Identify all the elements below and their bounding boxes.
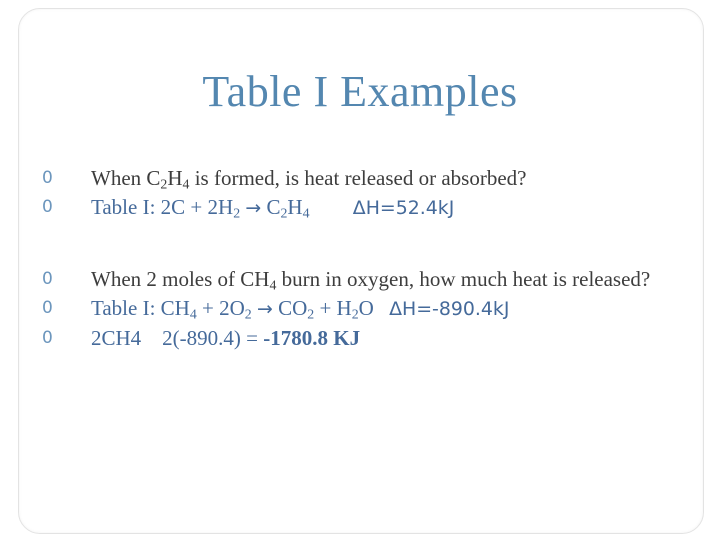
subscript: 4 [182, 176, 190, 192]
result-value: -1780.8 KJ [263, 326, 361, 350]
text: H [287, 195, 303, 219]
enthalpy-value: ΔH=52.4kJ [352, 197, 455, 219]
text: + 2O [196, 296, 245, 320]
subscript: 4 [269, 277, 277, 293]
bullet-question-methane [42, 265, 682, 294]
text: Table I: CH [91, 296, 190, 320]
text: + H [314, 296, 352, 320]
bullet-marker: 0 [42, 168, 53, 188]
bullet-answer-methane [42, 294, 682, 324]
bullet-question-ethene [42, 164, 682, 193]
text: burn in oxygen, how much heat is released? [276, 267, 651, 291]
bullet-marker: 0 [42, 197, 53, 217]
text: When 2 moles of CH [91, 267, 270, 291]
enthalpy-value: ΔH=-890.4kJ [389, 298, 510, 320]
subscript: 2 [280, 205, 288, 221]
text: is formed, is heat released or absorbed? [189, 166, 527, 190]
bullet-marker: 0 [42, 328, 53, 348]
text: 2CH4 2(-890.4) = [91, 326, 264, 350]
text: C [261, 195, 281, 219]
bullet-answer-ethene [42, 193, 682, 223]
subscript: 2 [233, 205, 241, 221]
arrow-icon: → [256, 298, 273, 320]
subscript: 2 [307, 306, 315, 322]
bullet-calculation [42, 324, 682, 353]
text: O [358, 296, 374, 320]
spacer [42, 223, 682, 265]
bullet-marker: 0 [42, 298, 53, 318]
subscript: 4 [302, 205, 310, 221]
bullet-marker: 0 [42, 269, 53, 289]
subscript: 4 [189, 306, 197, 322]
text: Table I: 2C + 2H [91, 195, 234, 219]
subscript: 2 [351, 306, 359, 322]
text: CO [272, 296, 308, 320]
subscript: 2 [244, 306, 252, 322]
text: H [167, 166, 183, 190]
text: When C [91, 166, 161, 190]
slide-title: Table I Examples [202, 67, 518, 116]
bullet-list [42, 164, 682, 353]
subscript: 2 [160, 176, 168, 192]
arrow-icon: → [245, 197, 262, 219]
